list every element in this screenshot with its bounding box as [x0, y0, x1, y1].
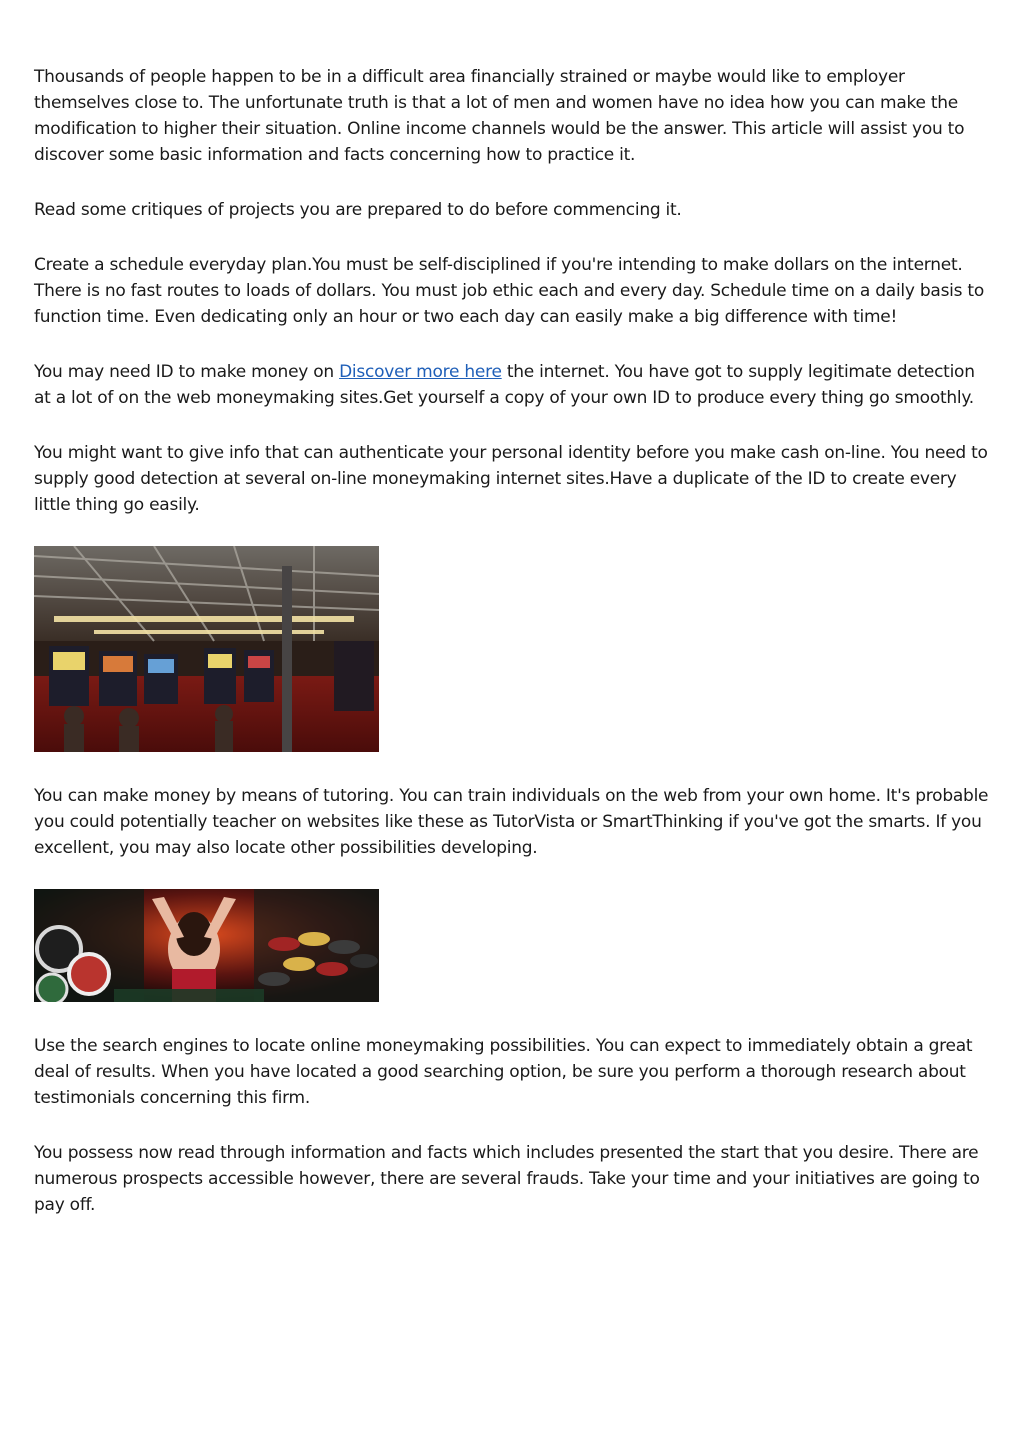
- paragraph-schedule: Create a schedule everyday plan.You must be self-disciplined if you're intending to make dollars on the internet. There is no fast routes to loads of dollars. You must job ethic each and every day. Schedule time on a daily basis to function time. Even dedicating only an hour or two each day can easily make a big difference with time!: [34, 255, 984, 327]
- article-body: [34, 64, 994, 1218]
- paragraph-search: Use the search engines to locate online moneymaking possibilities. You can expect to immediately obtain a great deal of results. When you have located a good searching option, be sure you perform a thorough research about testimonials concerning this firm.: [34, 1036, 973, 1108]
- paragraph-tutoring: You can make money by means of tutoring. You can train individuals on the web from your own home. It's probable you could potentially teacher on websites like these as TutorVista or SmartThinking if you've got the smarts. If you excellent, you may also locate other possibilities developing.: [34, 786, 989, 858]
- paragraph-identity: You might want to give info that can authenticate your personal identity before you make cash on-line. You need to supply good detection at several on-line moneymaking internet sites.Have a duplicate of the ID to create every little thing go easily.: [34, 443, 988, 515]
- casino-floor-photo: [34, 546, 379, 752]
- paragraph-conclusion: You possess now read through information and facts which includes presented the start that you desire. There are numerous prospects accessible however, there are several frauds. Take your time and your initiatives are going to pay off.: [34, 1143, 980, 1215]
- paragraph-id-text-after: the internet. You have got to supply legitimate detection at a lot of on the web moneymaking sites.Get yourself a copy of your own ID to produce every thing go smoothly.: [34, 362, 975, 408]
- casino-floor-image: [34, 546, 379, 752]
- paragraph-critiques: Read some critiques of projects you are prepared to do before commencing it.: [34, 200, 682, 220]
- casino-chips-banner-photo: [34, 889, 379, 1002]
- paragraph-id: [34, 359, 994, 411]
- paragraph-intro: Thousands of people happen to be in a difficult area financially strained or maybe would like to employer themselves close to. The unfortunate truth is that a lot of men and women have no idea how you can make the modification to higher their situation. Online income channels would be the answer. This article will assist you to discover some basic information and facts concerning how to practice it.: [34, 67, 965, 165]
- discover-more-link[interactable]: Discover more here: [339, 362, 502, 382]
- casino-banner-image: [34, 889, 379, 1002]
- paragraph-id-text-before: You may need ID to make money on: [34, 362, 340, 382]
